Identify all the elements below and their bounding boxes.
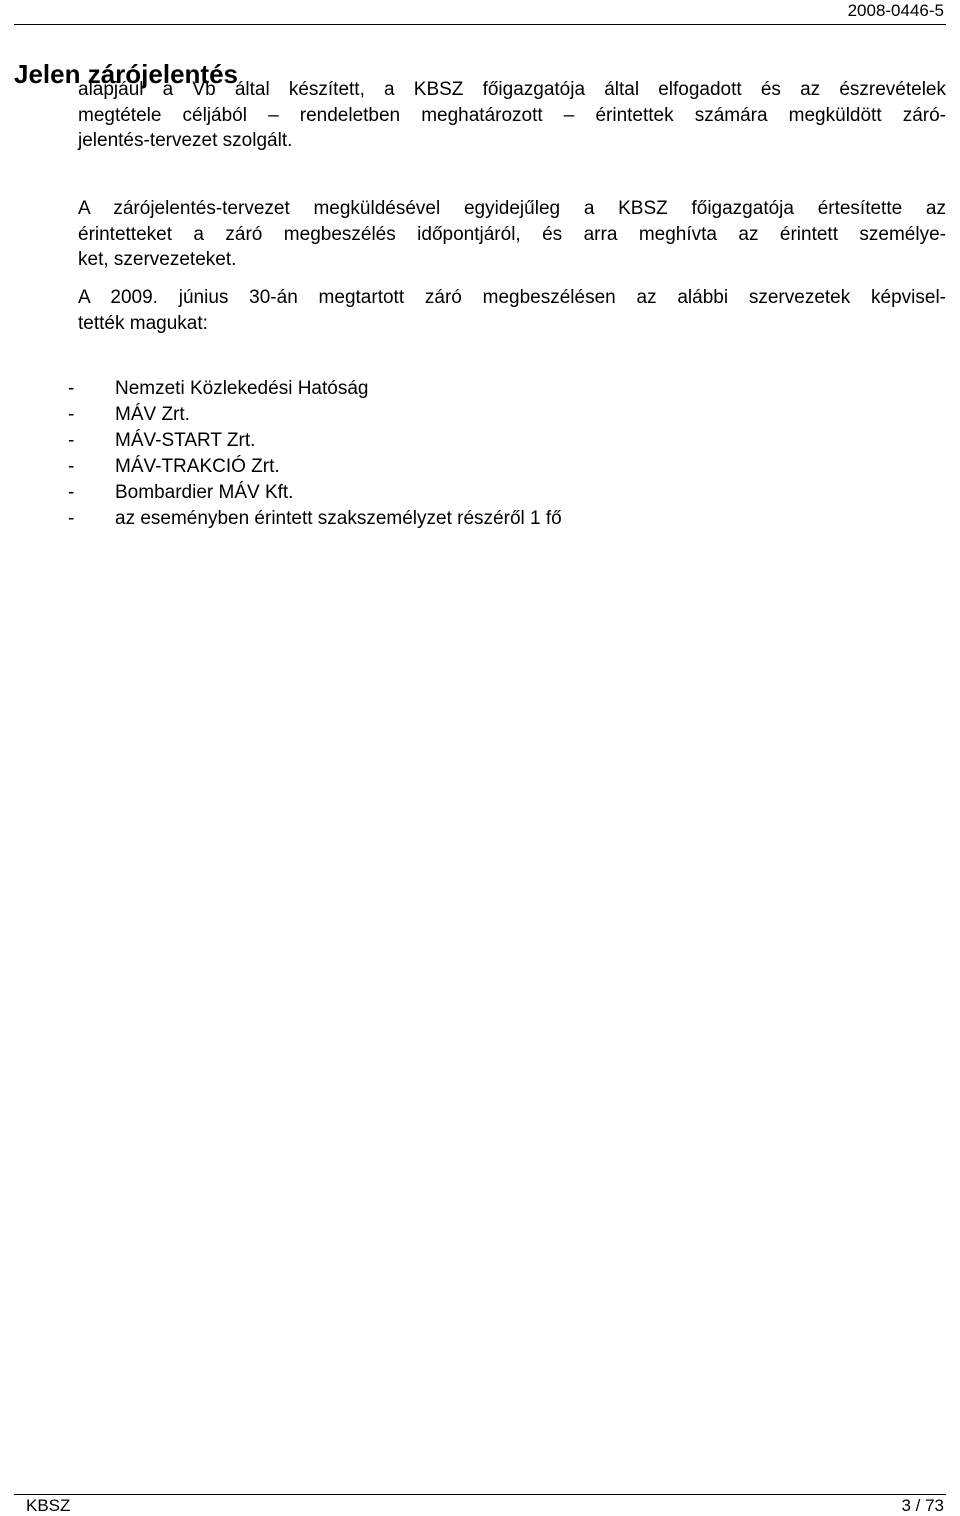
list-item: [68, 454, 562, 480]
list-marker: -: [68, 456, 75, 477]
footer-organization: KBSZ: [26, 1496, 71, 1515]
paragraph-line: jelentés-tervezet szolgált.: [78, 130, 293, 151]
organization-list: [68, 376, 562, 532]
list-item-text: MÁV-TRAKCIÓ Zrt.: [115, 456, 280, 477]
list-item: [68, 506, 562, 532]
document-reference: 2008-0446-5: [847, 1, 944, 20]
paragraph-line: A 2009. június 30-án megtartott záró megbeszélésen az alábbi szervezetek képvisel-: [78, 287, 946, 308]
section-title: Jelen zárójelentés: [14, 59, 238, 89]
list-item-text: Nemzeti Közlekedési Hatóság: [115, 378, 369, 399]
paragraph-line: tették magukat:: [78, 312, 208, 334]
paragraph-line: alapjául a Vb által készített, a KBSZ főigazgatója által elfogadott és az észrevételek: [78, 79, 946, 100]
list-item: [68, 428, 562, 454]
page-footer: [14, 1494, 946, 1515]
paragraph-line: érintetteket a záró megbeszélés időpontjáról, és arra meghívta az érintett személye-: [78, 223, 946, 245]
list-item: [68, 402, 562, 428]
list-marker: -: [68, 378, 75, 399]
list-item-text: az eseményben érintett szakszemélyzet részéről 1 fő: [115, 508, 562, 529]
paragraph-notification: [78, 196, 946, 273]
list-item: [68, 376, 562, 402]
page-header: [14, 0, 946, 25]
list-item-text: Bombardier MÁV Kft.: [115, 482, 294, 503]
list-marker: -: [68, 508, 75, 529]
list-item: [68, 480, 562, 506]
list-item-text: MÁV Zrt.: [115, 404, 190, 425]
page-number: 3 / 73: [901, 1496, 944, 1515]
paragraph-line: A zárójelentés-tervezet megküldésével egyidejűleg a KBSZ főigazgatója értesítette az: [78, 198, 946, 219]
list-item-text: MÁV-START Zrt.: [115, 430, 256, 451]
paragraph-line: megtétele céljából – rendeletben meghatározott – érintettek számára megküldött záró-: [78, 104, 946, 126]
paragraph-meeting: [78, 285, 946, 336]
list-marker: -: [68, 430, 75, 451]
paragraph-line: ket, szervezeteket.: [78, 249, 237, 270]
list-marker: -: [68, 404, 75, 425]
list-marker: -: [68, 482, 75, 503]
paragraph-basis: [78, 77, 946, 154]
